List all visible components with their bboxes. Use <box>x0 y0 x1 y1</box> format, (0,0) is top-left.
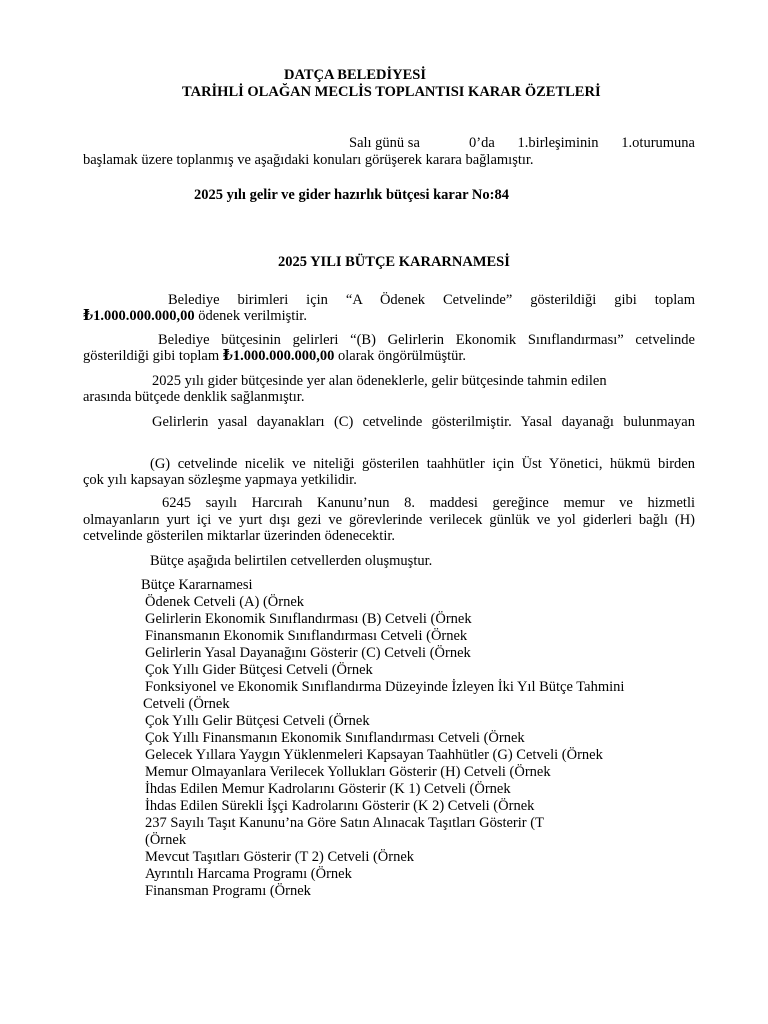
paragraph-5-line2: çok yılı kapsayan sözleşme yapmaya yetkilidir. <box>83 472 357 488</box>
intro-part1: Salı günü sa <box>349 135 420 151</box>
intro-part2: 0’da 1.birleşiminin 1.oturumuna <box>469 135 695 151</box>
budget-list-item: Gelirlerin Ekonomik Sınıflandırması (B) Cetveli (Örnek <box>145 611 472 627</box>
paragraph-7-line1: Bütçe aşağıda belirtilen cetvellerden oluşmuştur. <box>150 553 433 569</box>
paragraph-1-line2 <box>83 308 307 325</box>
paragraph-2-rest: olarak öngörülmüştür. <box>334 348 467 364</box>
paragraph-5-line1: (G) cetvelinde nicelik ve niteliği gösterilen taahhütler için Üst Yönetici, hükmü birden <box>150 456 695 472</box>
paragraph-4-line1: Gelirlerin yasal dayanakları (C) cetvelinde gösterilmiştir. Yasal dayanağı bulunmayan <box>152 414 695 430</box>
budget-list-item: (Örnek <box>145 832 187 848</box>
decision-heading: 2025 yılı gelir ve gider hazırlık bütçesi karar No:84 <box>194 187 509 203</box>
paragraph-3-line1: 2025 yılı gider bütçesinde yer alan ödeneklerle, gelir bütçesinde tahmin edilen <box>152 373 607 389</box>
paragraph-2-line2 <box>83 348 466 365</box>
paragraph-3-line2: arasında bütçede denklik sağlanmıştır. <box>83 389 305 405</box>
paragraph-6-line1: 6245 sayılı Harcırah Kanunu’nun 8. maddesi gereğince memur ve hizmetli <box>162 495 695 511</box>
municipality-title: DATÇA BELEDİYESİ <box>284 67 426 83</box>
intro-line2: başlamak üzere toplanmış ve aşağıdaki konuları görüşerek karara bağlamıştır. <box>83 152 534 168</box>
budget-list-item: Cetveli (Örnek <box>143 696 230 712</box>
budget-list-item: Finansmanın Ekonomik Sınıflandırması Cetveli (Örnek <box>145 628 468 644</box>
budget-list-item: Finansman Programı (Örnek <box>145 883 311 899</box>
budget-list-item: Bütçe Kararnamesi <box>141 577 253 593</box>
budget-list-item: 237 Sayılı Taşıt Kanunu’na Göre Satın Alınacak Taşıtları Gösterir (T <box>145 815 544 831</box>
budget-list-item: Mevcut Taşıtları Gösterir (T 2) Cetveli (Örnek <box>145 849 415 865</box>
budget-list-item: Memur Olmayanlara Verilecek Yollukları Gösterir (H) Cetveli (Örnek <box>145 764 551 780</box>
paragraph-1-rest: ödenek verilmiştir. <box>194 308 307 324</box>
budget-list-item: Çok Yıllı Finansmanın Ekonomik Sınıflandırması Cetveli (Örnek <box>145 730 525 746</box>
paragraph-6-line3: cetvelinde gösterilen miktarlar üzerinden ödenecektir. <box>83 528 396 544</box>
paragraph-2-start: gösterildiği gibi toplam <box>83 348 223 364</box>
budget-list-item: İhdas Edilen Sürekli İşçi Kadrolarını Gösterir (K 2) Cetveli (Örnek <box>145 798 535 814</box>
paragraph-2-line1: Belediye bütçesinin gelirleri “(B) Gelirlerin Ekonomik Sınıflandırması” cetvelinde <box>158 332 695 348</box>
paragraph-1-amount: ₺1.000.000.000,00 <box>83 308 195 324</box>
paragraph-6-line2: olmayanların yurt içi ve yurt dışı gezi ve görevlerinde verilecek günlük ve yol giderleri bağlı (H) <box>83 512 695 528</box>
budget-list-item: Ödenek Cetveli (A) (Örnek <box>145 594 305 610</box>
budget-list-item: Ayrıntılı Harcama Programı (Örnek <box>145 866 352 882</box>
budget-list-item: İhdas Edilen Memur Kadrolarını Gösterir (K 1) Cetveli (Örnek <box>145 781 511 797</box>
budget-list-item: Çok Yıllı Gider Bütçesi Cetveli (Örnek <box>145 662 373 678</box>
section-heading: 2025 YILI BÜTÇE KARARNAMESİ <box>278 254 510 270</box>
budget-list-item: Gelirlerin Yasal Dayanağını Gösterir (C) Cetveli (Örnek <box>145 645 471 661</box>
budget-list-item: Gelecek Yıllara Yaygın Yüklenmeleri Kapsayan Taahhütler (G) Cetveli (Örnek <box>145 747 603 763</box>
paragraph-1-line1: Belediye birimleri için “A Ödenek Cetvelinde” gösterildiği gibi toplam <box>168 292 695 308</box>
budget-list-item: Çok Yıllı Gelir Bütçesi Cetveli (Örnek <box>145 713 370 729</box>
budget-list-item: Fonksiyonel ve Ekonomik Sınıflandırma Düzeyinde İzleyen İki Yıl Bütçe Tahmini <box>145 679 625 695</box>
paragraph-2-amount: ₺1.000.000.000,00 <box>222 348 335 364</box>
document-title: TARİHLİ OLAĞAN MECLİS TOPLANTISI KARAR ÖZETLERİ <box>182 84 601 100</box>
